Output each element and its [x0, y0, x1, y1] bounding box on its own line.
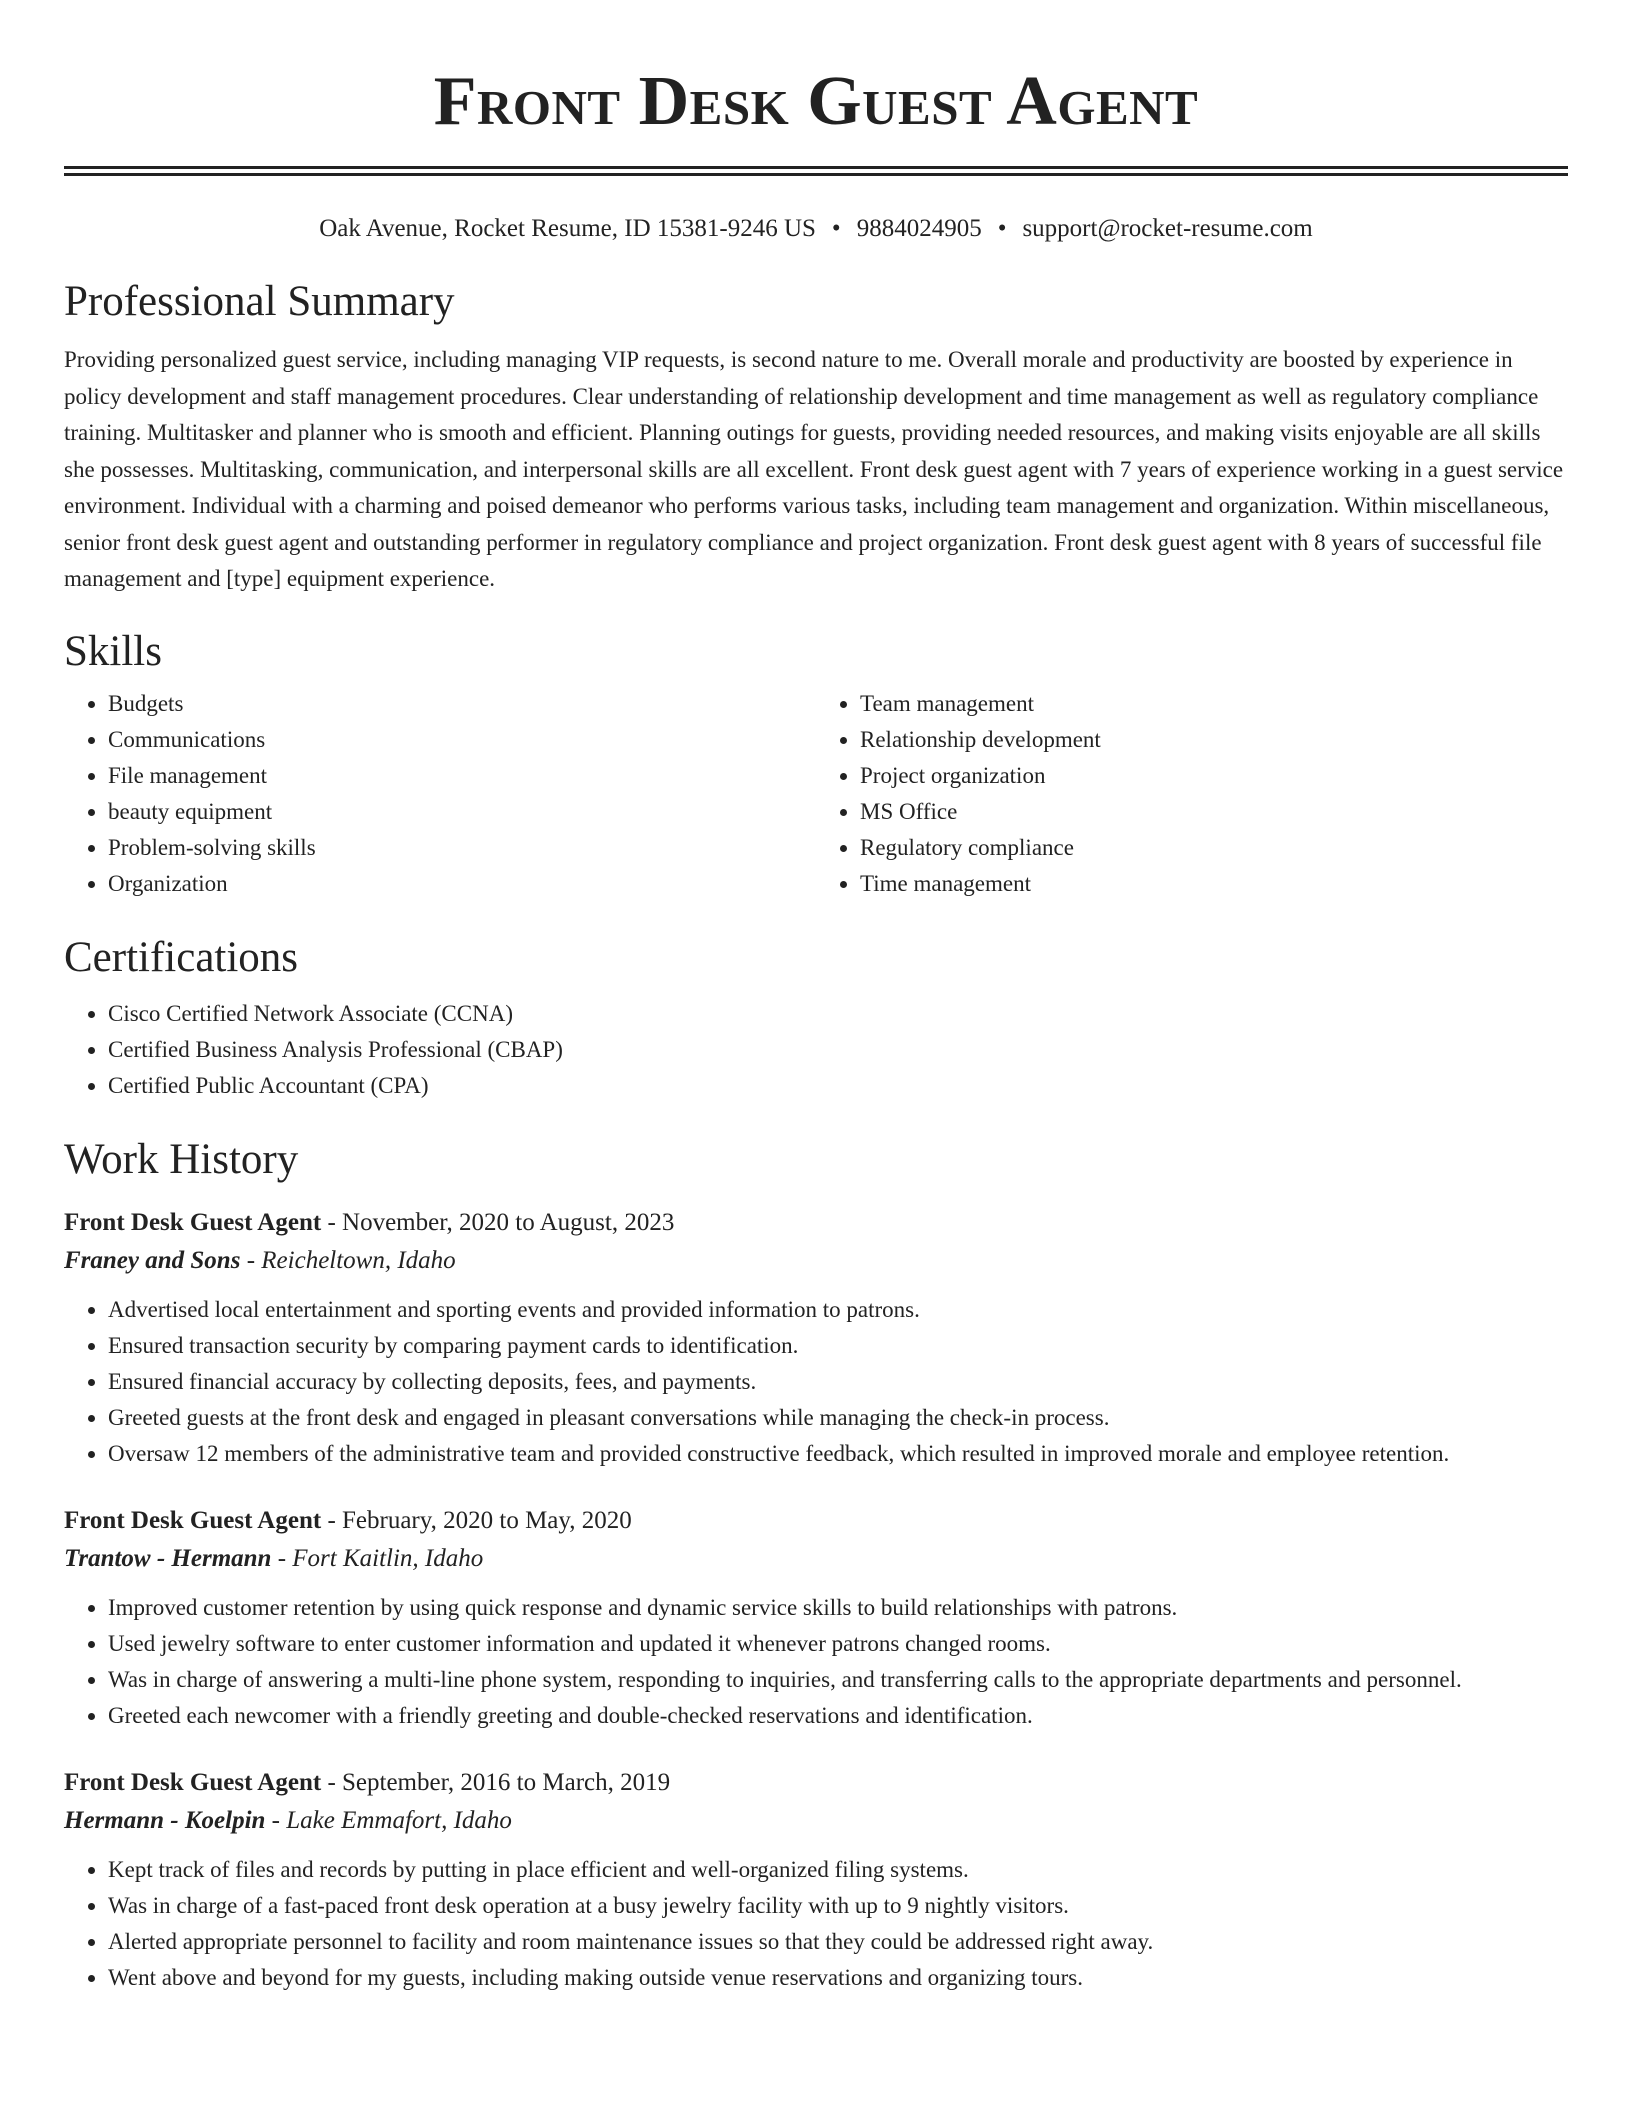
- certifications-list: [64, 996, 1568, 1104]
- job-dates: - February, 2020 to May, 2020: [321, 1506, 632, 1534]
- job-dates: - November, 2020 to August, 2023: [321, 1208, 675, 1236]
- contact-line: [64, 212, 1568, 246]
- job-bullet: • Oversaw 12 members of the administrative team and provided constructive feedback, which resulted in improved morale and employee retention.: [108, 1436, 1568, 1472]
- job-role: Front Desk Guest Agent: [64, 1208, 322, 1236]
- job-bullet: • Improved customer retention by using quick response and dynamic service skills to build relationships with patrons.: [108, 1590, 1568, 1626]
- certification-item: • Certified Public Accountant (CPA): [108, 1068, 1568, 1104]
- job-entry: [64, 1502, 1568, 1734]
- work-history-heading: Work History: [64, 1135, 299, 1183]
- skill-item: • Organization: [108, 866, 816, 902]
- contact-separator: •: [831, 215, 841, 242]
- job-bullet: • Alerted appropriate personnel to facility and room maintenance issues so that they could be addressed right away.: [108, 1924, 1568, 1960]
- skill-item: • beauty equipment: [108, 794, 816, 830]
- skills-list-right: [816, 686, 1568, 902]
- job-header: [64, 1204, 1568, 1242]
- skills-list-left: [64, 686, 816, 902]
- summary-text: Providing personalized guest service, including managing VIP requests, is second nature to me. Overall morale and productivity are boosted by experience in policy development and staff management procedures. Clear understanding of relationship development and time management as well as regulatory compliance training. Multitasker and planner who is smooth and efficient. Planning outings for guests, providing needed resources, and making visits enjoyable are all skills she possesses. Multitasking, communication, and interpersonal skills are all excellent. Front desk guest agent with 7 years of experience working in a guest service environment. Individual with a charming and poised demeanor who performs various tasks, including team management and organization. Within miscellaneous, senior front desk guest agent and outstanding performer in regulatory compliance and project organization. Front desk guest agent with 8 years of successful file management and [type] equipment experience.: [64, 347, 1564, 591]
- skill-item: • File management: [108, 758, 816, 794]
- job-bullet: • Ensured transaction security by comparing payment cards to identification.: [108, 1328, 1568, 1364]
- title-divider: [64, 166, 1568, 176]
- skill-item: • MS Office: [860, 794, 1568, 830]
- job-company: Franey and Sons: [64, 1246, 241, 1274]
- job-bullets: [64, 1292, 1568, 1472]
- summary-heading: Professional Summary: [64, 278, 455, 325]
- job-location: - Fort Kaitlin, Idaho: [271, 1544, 484, 1572]
- job-bullet: • Was in charge of a fast-paced front desk operation at a busy jewelry facility with up to 9 nightly visitors.: [108, 1888, 1568, 1924]
- job-company: Hermann - Koelpin: [64, 1806, 266, 1834]
- job-role: Front Desk Guest Agent: [64, 1768, 322, 1796]
- skill-item: • Regulatory compliance: [860, 830, 1568, 866]
- skill-item: • Problem-solving skills: [108, 830, 816, 866]
- job-company-line: [64, 1242, 1568, 1280]
- job-bullet: • Kept track of files and records by putting in place efficient and well-organized filing systems.: [108, 1852, 1568, 1888]
- skill-item: • Budgets: [108, 686, 816, 722]
- certifications-heading: Certifications: [64, 933, 299, 981]
- job-company: Trantow - Hermann: [64, 1544, 272, 1572]
- job-bullet: • Greeted guests at the front desk and engaged in pleasant conversations while managing the check-in process.: [108, 1400, 1568, 1436]
- contact-separator: •: [997, 215, 1007, 242]
- job-location: - Lake Emmafort, Idaho: [265, 1806, 512, 1834]
- job-entry: [64, 1204, 1568, 1472]
- skill-item: • Team management: [860, 686, 1568, 722]
- certification-item: • Certified Business Analysis Professional (CBAP): [108, 1032, 1568, 1068]
- job-bullet: • Greeted each newcomer with a friendly greeting and double-checked reservations and identification.: [108, 1698, 1568, 1734]
- job-header: [64, 1502, 1568, 1540]
- job-entry: [64, 1764, 1568, 1996]
- job-bullets: [64, 1590, 1568, 1734]
- skill-item: • Project organization: [860, 758, 1568, 794]
- skill-item: • Relationship development: [860, 722, 1568, 758]
- job-dates: - September, 2016 to March, 2019: [321, 1768, 671, 1796]
- job-header: [64, 1764, 1568, 1802]
- job-company-line: [64, 1802, 1568, 1840]
- skills-columns: [64, 686, 1568, 902]
- skills-heading: Skills: [64, 627, 162, 675]
- certification-item: • Cisco Certified Network Associate (CCNA): [108, 996, 1568, 1032]
- job-bullet: • Advertised local entertainment and sporting events and provided information to patrons.: [108, 1292, 1568, 1328]
- job-bullets: [64, 1852, 1568, 1996]
- job-role: Front Desk Guest Agent: [64, 1506, 322, 1534]
- job-bullet: • Ensured financial accuracy by collecting deposits, fees, and payments.: [108, 1364, 1568, 1400]
- contact-email[interactable]: support@rocket-resume.com: [1022, 215, 1313, 242]
- contact-address: Oak Avenue, Rocket Resume, ID 15381-9246 US: [319, 215, 816, 242]
- job-location: - Reicheltown, Idaho: [240, 1246, 456, 1274]
- skill-item: • Communications: [108, 722, 816, 758]
- resume-title: Front Desk Guest Agent: [433, 63, 1199, 140]
- contact-phone[interactable]: 9884024905: [856, 215, 982, 242]
- job-bullet: • Used jewelry software to enter customer information and updated it whenever patrons changed rooms.: [108, 1626, 1568, 1662]
- job-bullet: • Was in charge of answering a multi-line phone system, responding to inquiries, and transferring calls to the appropriate departments and personnel.: [108, 1662, 1568, 1698]
- skill-item: • Time management: [860, 866, 1568, 902]
- job-bullet: • Went above and beyond for my guests, including making outside venue reservations and organizing tours.: [108, 1960, 1568, 1996]
- job-company-line: [64, 1540, 1568, 1578]
